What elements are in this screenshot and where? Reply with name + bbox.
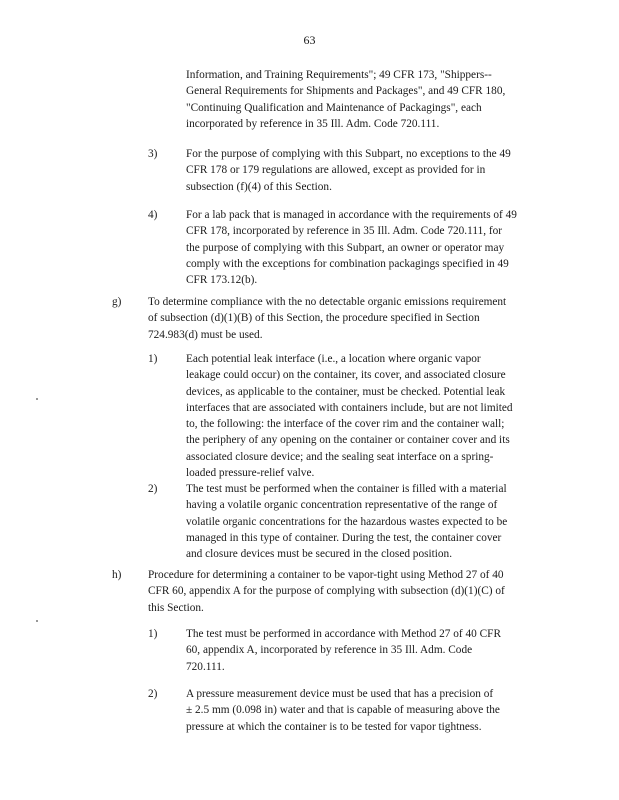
text-line: The test must be performed when the container is filled with a material <box>186 483 507 495</box>
text-line: associated closure device; and the sealing seat interface on a spring- <box>186 450 494 463</box>
text-line: this Section. <box>148 601 204 614</box>
paragraph-h <box>148 567 505 616</box>
text-line: the periphery of any opening on the container or container cover and its <box>186 434 510 447</box>
text-line: comply with the exceptions for combination packagings specified in 49 <box>186 257 509 270</box>
page-number: 63 <box>303 33 316 47</box>
text-line: subsection (f)(4) of this Section. <box>186 180 332 193</box>
intro-paragraph <box>186 67 505 132</box>
text-line: loaded pressure-relief valve. <box>186 467 315 480</box>
item-label-f3: 3) <box>148 148 158 160</box>
text-line: 60, appendix A, incorporated by reference in 35 Ill. Adm. Code <box>186 644 473 657</box>
text-line: and closure devices must be secured in the closed position. <box>186 548 453 561</box>
text-line: CFR 178, incorporated by reference in 35 Ill. Adm. Code 720.111, for <box>186 225 503 238</box>
text-line: CFR 173.12(b). <box>186 274 258 287</box>
section-label-g: g) <box>112 296 122 308</box>
text-line: A pressure measurement device must be used that has a precision of <box>186 688 494 700</box>
text-line: CFR 178 or 179 regulations are allowed, except as provided for in <box>186 164 486 177</box>
text-line: leakage could occur) on the container, its cover, and associated closure <box>186 369 506 382</box>
text-line: Each potential leak interface (i.e., a location where organic vapor <box>186 353 481 365</box>
paragraph-g1 <box>186 351 513 481</box>
text-line: Information, and Training Requirements"; 49 CFR 173, "Shippers-- <box>186 69 492 81</box>
paragraph-h2 <box>186 686 500 735</box>
text-line: the purpose of complying with this Subpart, an owner or operator may <box>186 241 505 254</box>
section-label-h: h) <box>112 569 122 581</box>
text-line: General Requirements for Shipments and Packages", and 49 CFR 180, <box>186 85 506 98</box>
text-line: having a volatile organic concentration representative of the range of <box>186 499 498 512</box>
text-line: For a lab pack that is managed in accordance with the requirements of 49 <box>186 209 517 221</box>
item-label-g2: 2) <box>148 483 158 495</box>
paragraph-g2 <box>186 481 507 562</box>
text-line: For the purpose of complying with this Subpart, no exceptions to the 49 <box>186 148 511 160</box>
paragraph-f4 <box>186 207 517 288</box>
text-line: devices, as applicable to the container, must be checked. Potential leak <box>186 385 506 398</box>
text-line: "Continuing Qualification and Maintenance of Packagings", each <box>186 101 482 114</box>
text-line: To determine compliance with the no detectable organic emissions requirement <box>148 296 507 308</box>
text-line: managed in this type of container. During the test, the container cover <box>186 531 502 544</box>
text-line: ± 2.5 mm (0.098 in) water and that is capable of measuring above the <box>186 704 500 717</box>
text-line: interfaces that are associated with containers include, but are not limited <box>186 401 513 414</box>
text-line: pressure at which the container is to be tested for vapor tightness. <box>186 720 482 733</box>
text-line: 720.111. <box>186 660 225 673</box>
scan-speck <box>36 398 38 400</box>
scan-speck <box>36 620 38 622</box>
text-line: to, the following: the interface of the cover rim and the container wall; <box>186 418 505 431</box>
item-label-h1: 1) <box>148 628 158 640</box>
paragraph-f3 <box>186 146 511 195</box>
item-label-g1: 1) <box>148 353 158 365</box>
paragraph-g <box>148 294 506 343</box>
text-line: incorporated by reference in 35 Ill. Adm. Code 720.111. <box>186 117 440 130</box>
text-line: The test must be performed in accordance with Method 27 of 40 CFR <box>186 628 501 640</box>
item-label-h2: 2) <box>148 688 158 700</box>
text-line: volatile organic concentrations for the hazardous wastes expected to be <box>186 515 508 528</box>
item-label-f4: 4) <box>148 209 158 221</box>
paragraph-h1 <box>186 626 501 675</box>
text-line: CFR 60, appendix A for the purpose of complying with subsection (d)(1)(C) of <box>148 585 505 598</box>
text-line: 724.983(d) must be used. <box>148 328 263 341</box>
text-line: Procedure for determining a container to be vapor-tight using Method 27 of 40 <box>148 569 504 581</box>
text-line: of subsection (d)(1)(B) of this Section, the procedure specified in Section <box>148 312 480 325</box>
